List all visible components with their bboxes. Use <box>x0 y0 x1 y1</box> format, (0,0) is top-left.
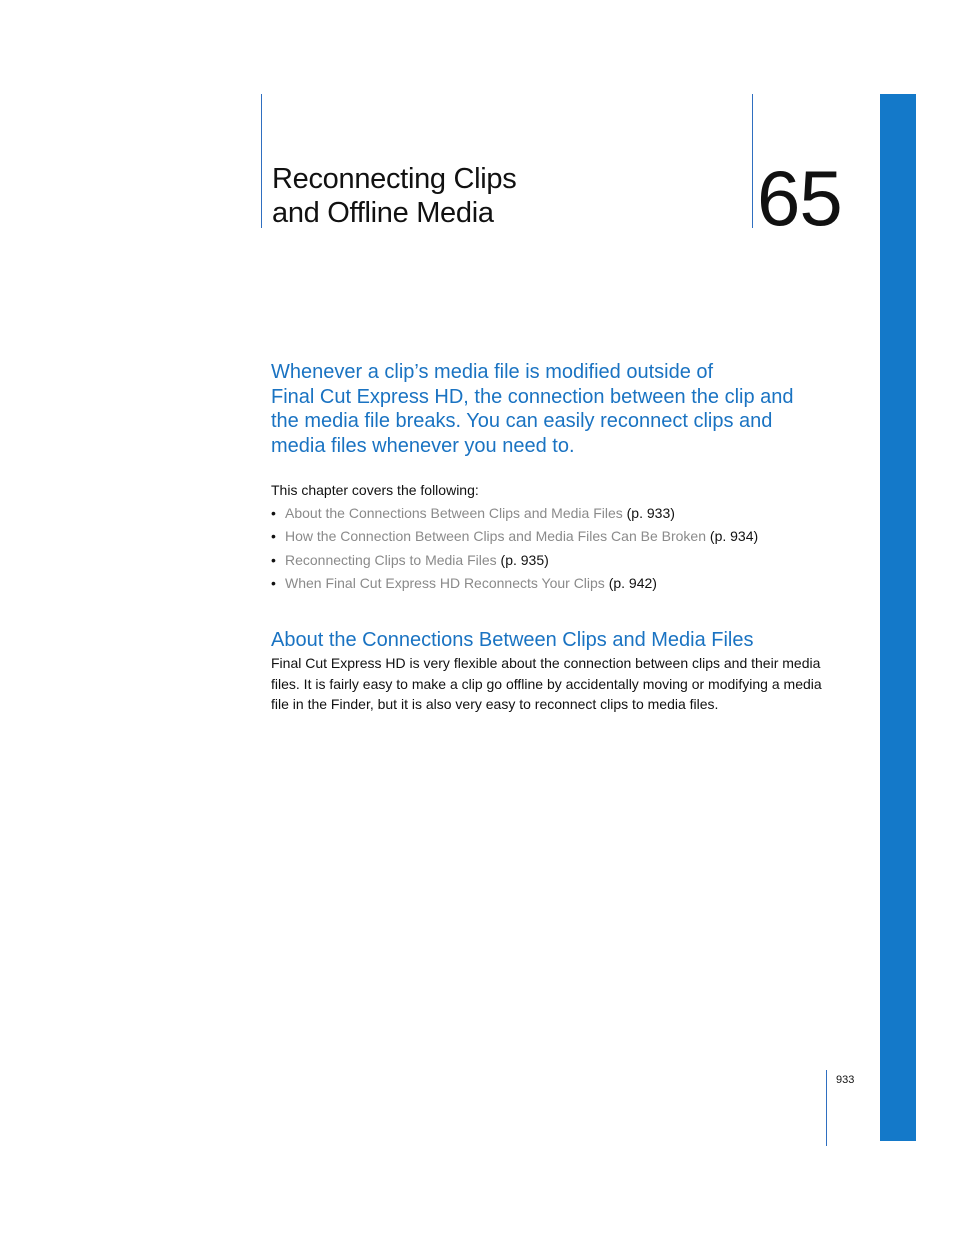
body-line: Final Cut Express HD is very flexible about the connection between clips and their media <box>271 655 821 671</box>
toc-item <box>271 573 758 596</box>
intro-line: the media file breaks. You can easily reconnect clips and <box>271 410 773 433</box>
toc-item <box>271 526 758 549</box>
section-body <box>271 653 841 715</box>
intro-paragraph <box>271 360 851 458</box>
toc-page-ref: (p. 942) <box>608 575 657 592</box>
intro-line: Final Cut Express HD, the connection between the clip and <box>271 385 794 408</box>
chapter-title-line: and Offline Media <box>272 197 494 229</box>
chapter-covers-text: This chapter covers the following: <box>271 482 479 498</box>
toc-link-connection-broken[interactable]: How the Connection Between Clips and Media Files Can Be Broken <box>285 528 707 545</box>
title-rule <box>261 94 262 228</box>
toc-link-about-connections[interactable]: About the Connections Between Clips and Media Files <box>285 505 623 521</box>
bullet-icon: • <box>271 505 276 521</box>
section-heading: About the Connections Between Clips and Media Files <box>271 629 754 651</box>
toc-item <box>271 503 758 526</box>
body-line: file in the Finder, but it is also very easy to reconnect clips to media files. <box>271 696 719 712</box>
chapter-toc-list <box>271 503 758 597</box>
toc-page-ref: (p. 933) <box>626 505 675 521</box>
chapter-tab-bar <box>880 94 916 1141</box>
toc-link-reconnecting-clips[interactable]: Reconnecting Clips to Media Files <box>285 551 497 568</box>
intro-line: Whenever a clip’s media file is modified outside of <box>271 361 714 383</box>
bullet-icon: • <box>271 575 276 592</box>
body-line: files. It is fairly easy to make a clip go offline by accidentally moving or modifying a media <box>271 675 822 692</box>
chapter-number-rule <box>752 94 753 228</box>
chapter-number: 65 <box>757 154 842 242</box>
page-number: 933 <box>836 1074 855 1086</box>
bullet-icon: • <box>271 528 276 545</box>
toc-link-auto-reconnect[interactable]: When Final Cut Express HD Reconnects Your Clips <box>285 575 605 592</box>
chapter-title-line: Reconnecting Clips <box>272 163 517 195</box>
page-number-rule <box>826 1070 827 1146</box>
toc-page-ref: (p. 934) <box>709 528 759 545</box>
bullet-icon: • <box>271 551 276 568</box>
intro-line: media files whenever you need to. <box>271 434 575 457</box>
toc-item <box>271 550 758 573</box>
toc-page-ref: (p. 935) <box>500 551 549 568</box>
chapter-title <box>272 162 516 230</box>
